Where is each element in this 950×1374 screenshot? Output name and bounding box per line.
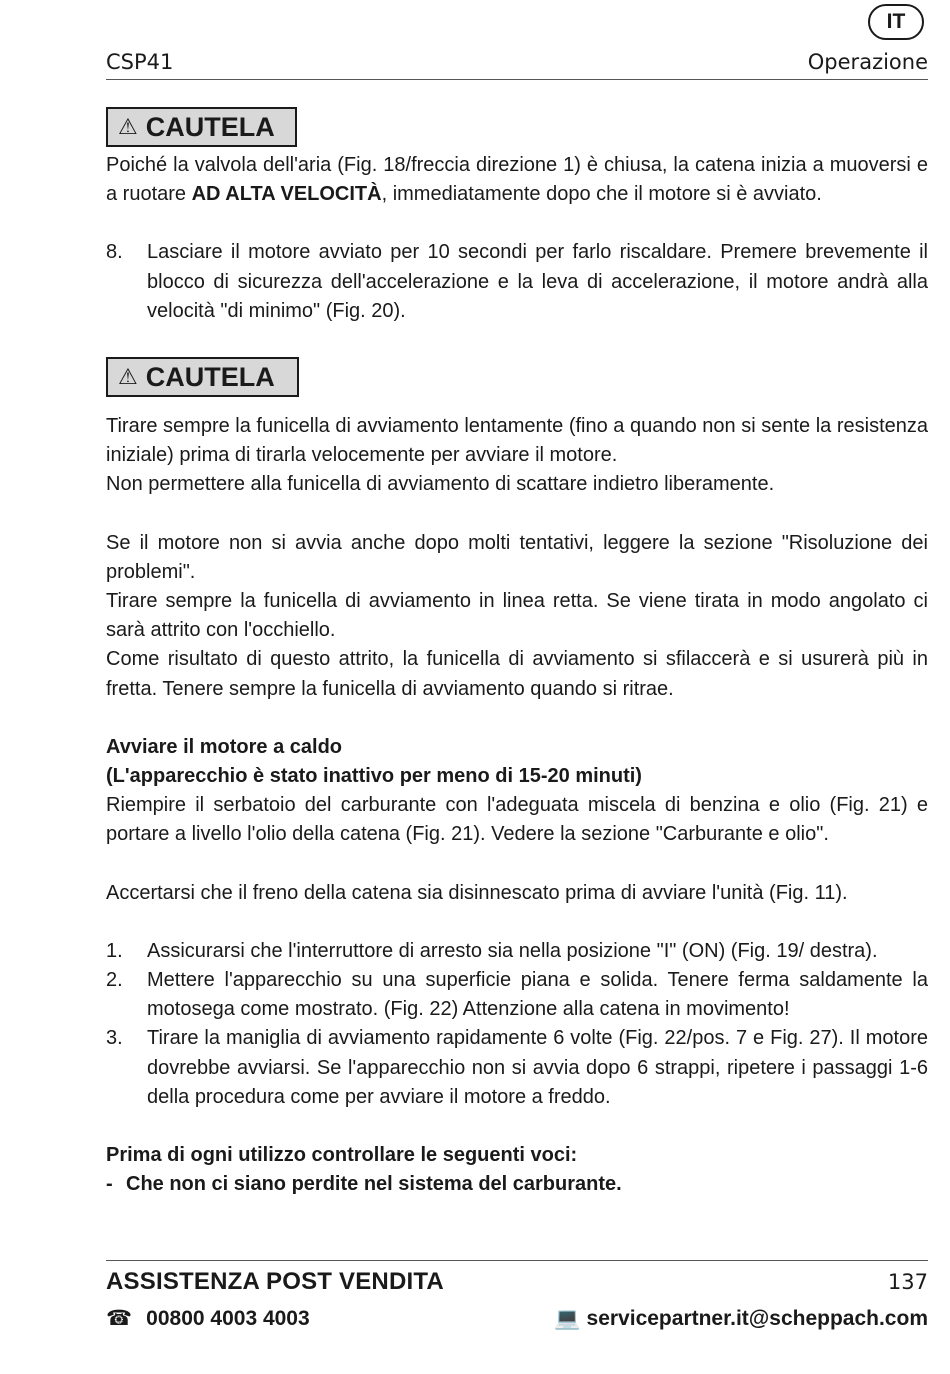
list-item: [106, 1024, 928, 1112]
main-text: [106, 412, 928, 1199]
list-item: [106, 238, 928, 326]
list-number: 8.: [106, 241, 123, 264]
paragraph: Riempire il serbatoio del carburante con l'adeguata miscela di benzina e olio (Fig. 21) e portare a livello l'olio della catena (Fig. 21). Vedere la sezione "Carburante e olio".: [106, 794, 928, 846]
computer-icon: 💻: [554, 1306, 581, 1330]
list-text: Che non ci siano perdite nel sistema del carburante.: [126, 1173, 622, 1196]
paragraph: Se il motore non si avvia anche dopo molti tentativi, leggere la sezione "Risoluzione dei problemi".: [106, 531, 928, 583]
paragraph: Non permettere alla funicella di avviamento di scattare indietro liberamente.: [106, 473, 775, 496]
email-address: servicepartner.it@scheppach.com: [586, 1307, 928, 1330]
footer-title: ASSISTENZA POST VENDITA: [106, 1268, 444, 1295]
section-heading: Avviare il motore a caldo: [106, 735, 343, 758]
list-text: Lasciare il motore avviato per 10 secondi per farlo riscaldare. Premere brevemente il blocco di sicurezza dell'accelerazione e la leva di accelerazione, il motore andrà alla velocità "di minimo" (Fig. 20).: [147, 241, 928, 322]
check-heading: Prima di ogni utilizzo controllare le seguenti voci:: [106, 1144, 578, 1167]
list-text: Mettere l'apparecchio su una superficie piana e solida. Tenere ferma saldamente la motosega come mostrato. (Fig. 22) Attenzione alla catena in movimento!: [147, 969, 928, 1021]
list-item: [106, 937, 928, 966]
list-dash: -: [106, 1173, 113, 1196]
phone-number: 00800 4003 4003: [146, 1307, 310, 1330]
phone-icon: ☎: [106, 1306, 133, 1330]
list-item: [106, 966, 928, 1024]
header-divider: [106, 79, 928, 80]
emphasis-text: AD ALTA VELOCITÀ: [191, 183, 382, 206]
page-number: 137: [887, 1270, 928, 1294]
footer-divider: [106, 1260, 928, 1261]
caution-label: CAUTELA: [145, 361, 275, 392]
footer-phone: [106, 1306, 310, 1331]
paragraph: Accertarsi che il freno della catena sia disinnescato prima di avviare l'unità (Fig. 11).: [106, 881, 848, 904]
caution-box: [106, 357, 299, 397]
model-name: CSP41: [106, 50, 174, 74]
list-number: 1.: [106, 939, 123, 962]
warning-triangle-icon: ⚠: [118, 114, 138, 140]
paragraph: Come risultato di questo attrito, la funicella di avviamento si sfilaccerà e si usurerà più in fretta. Tenere sempre la funicella di avviamento quando si ritrae.: [106, 648, 928, 700]
list-text: Tirare la maniglia di avviamento rapidamente 6 volte (Fig. 22/pos. 7 e Fig. 27). Il motore dovrebbe avviarsi. Se l'apparecchio non si avvia dopo 6 strappi, ripetere i passaggi 1-6 della procedura come per avviare il motore a freddo.: [147, 1027, 928, 1108]
text: , immediatamente dopo che il motore si è avviato.: [381, 183, 822, 206]
list-number: 3.: [106, 1027, 123, 1050]
caution-box: [106, 107, 297, 147]
list-number: 2.: [106, 969, 123, 992]
paragraph: Tirare sempre la funicella di avviamento lentamente (fino a quando non si sente la resistenza iniziale) prima di tirarla velocemente per avviare il motore.: [106, 415, 928, 467]
warning-triangle-icon: ⚠: [118, 364, 138, 390]
language-badge: IT: [868, 4, 924, 40]
paragraph: Tirare sempre la funicella di avviamento in linea retta. Se viene tirata in modo angolato ci sarà attrito con l'occhiello.: [106, 590, 928, 642]
caution-label: CAUTELA: [145, 111, 275, 142]
caution-text-1: [106, 151, 928, 326]
paragraph: [106, 151, 928, 209]
section-subheading: (L'apparecchio è stato inattivo per meno di 15-20 minuti): [106, 765, 642, 788]
check-item: [106, 1170, 928, 1199]
list-text: Assicurarsi che l'interruttore di arresto sia nella posizione "I" (ON) (Fig. 19/ destra).: [147, 939, 878, 962]
text: Poiché la valvola dell'aria (Fig. 18/freccia direzione 1) è chiusa, la catena inizia a muoversi e a ruotare: [106, 154, 928, 206]
section-title: Operazione: [807, 50, 928, 74]
footer-email: [554, 1306, 928, 1331]
